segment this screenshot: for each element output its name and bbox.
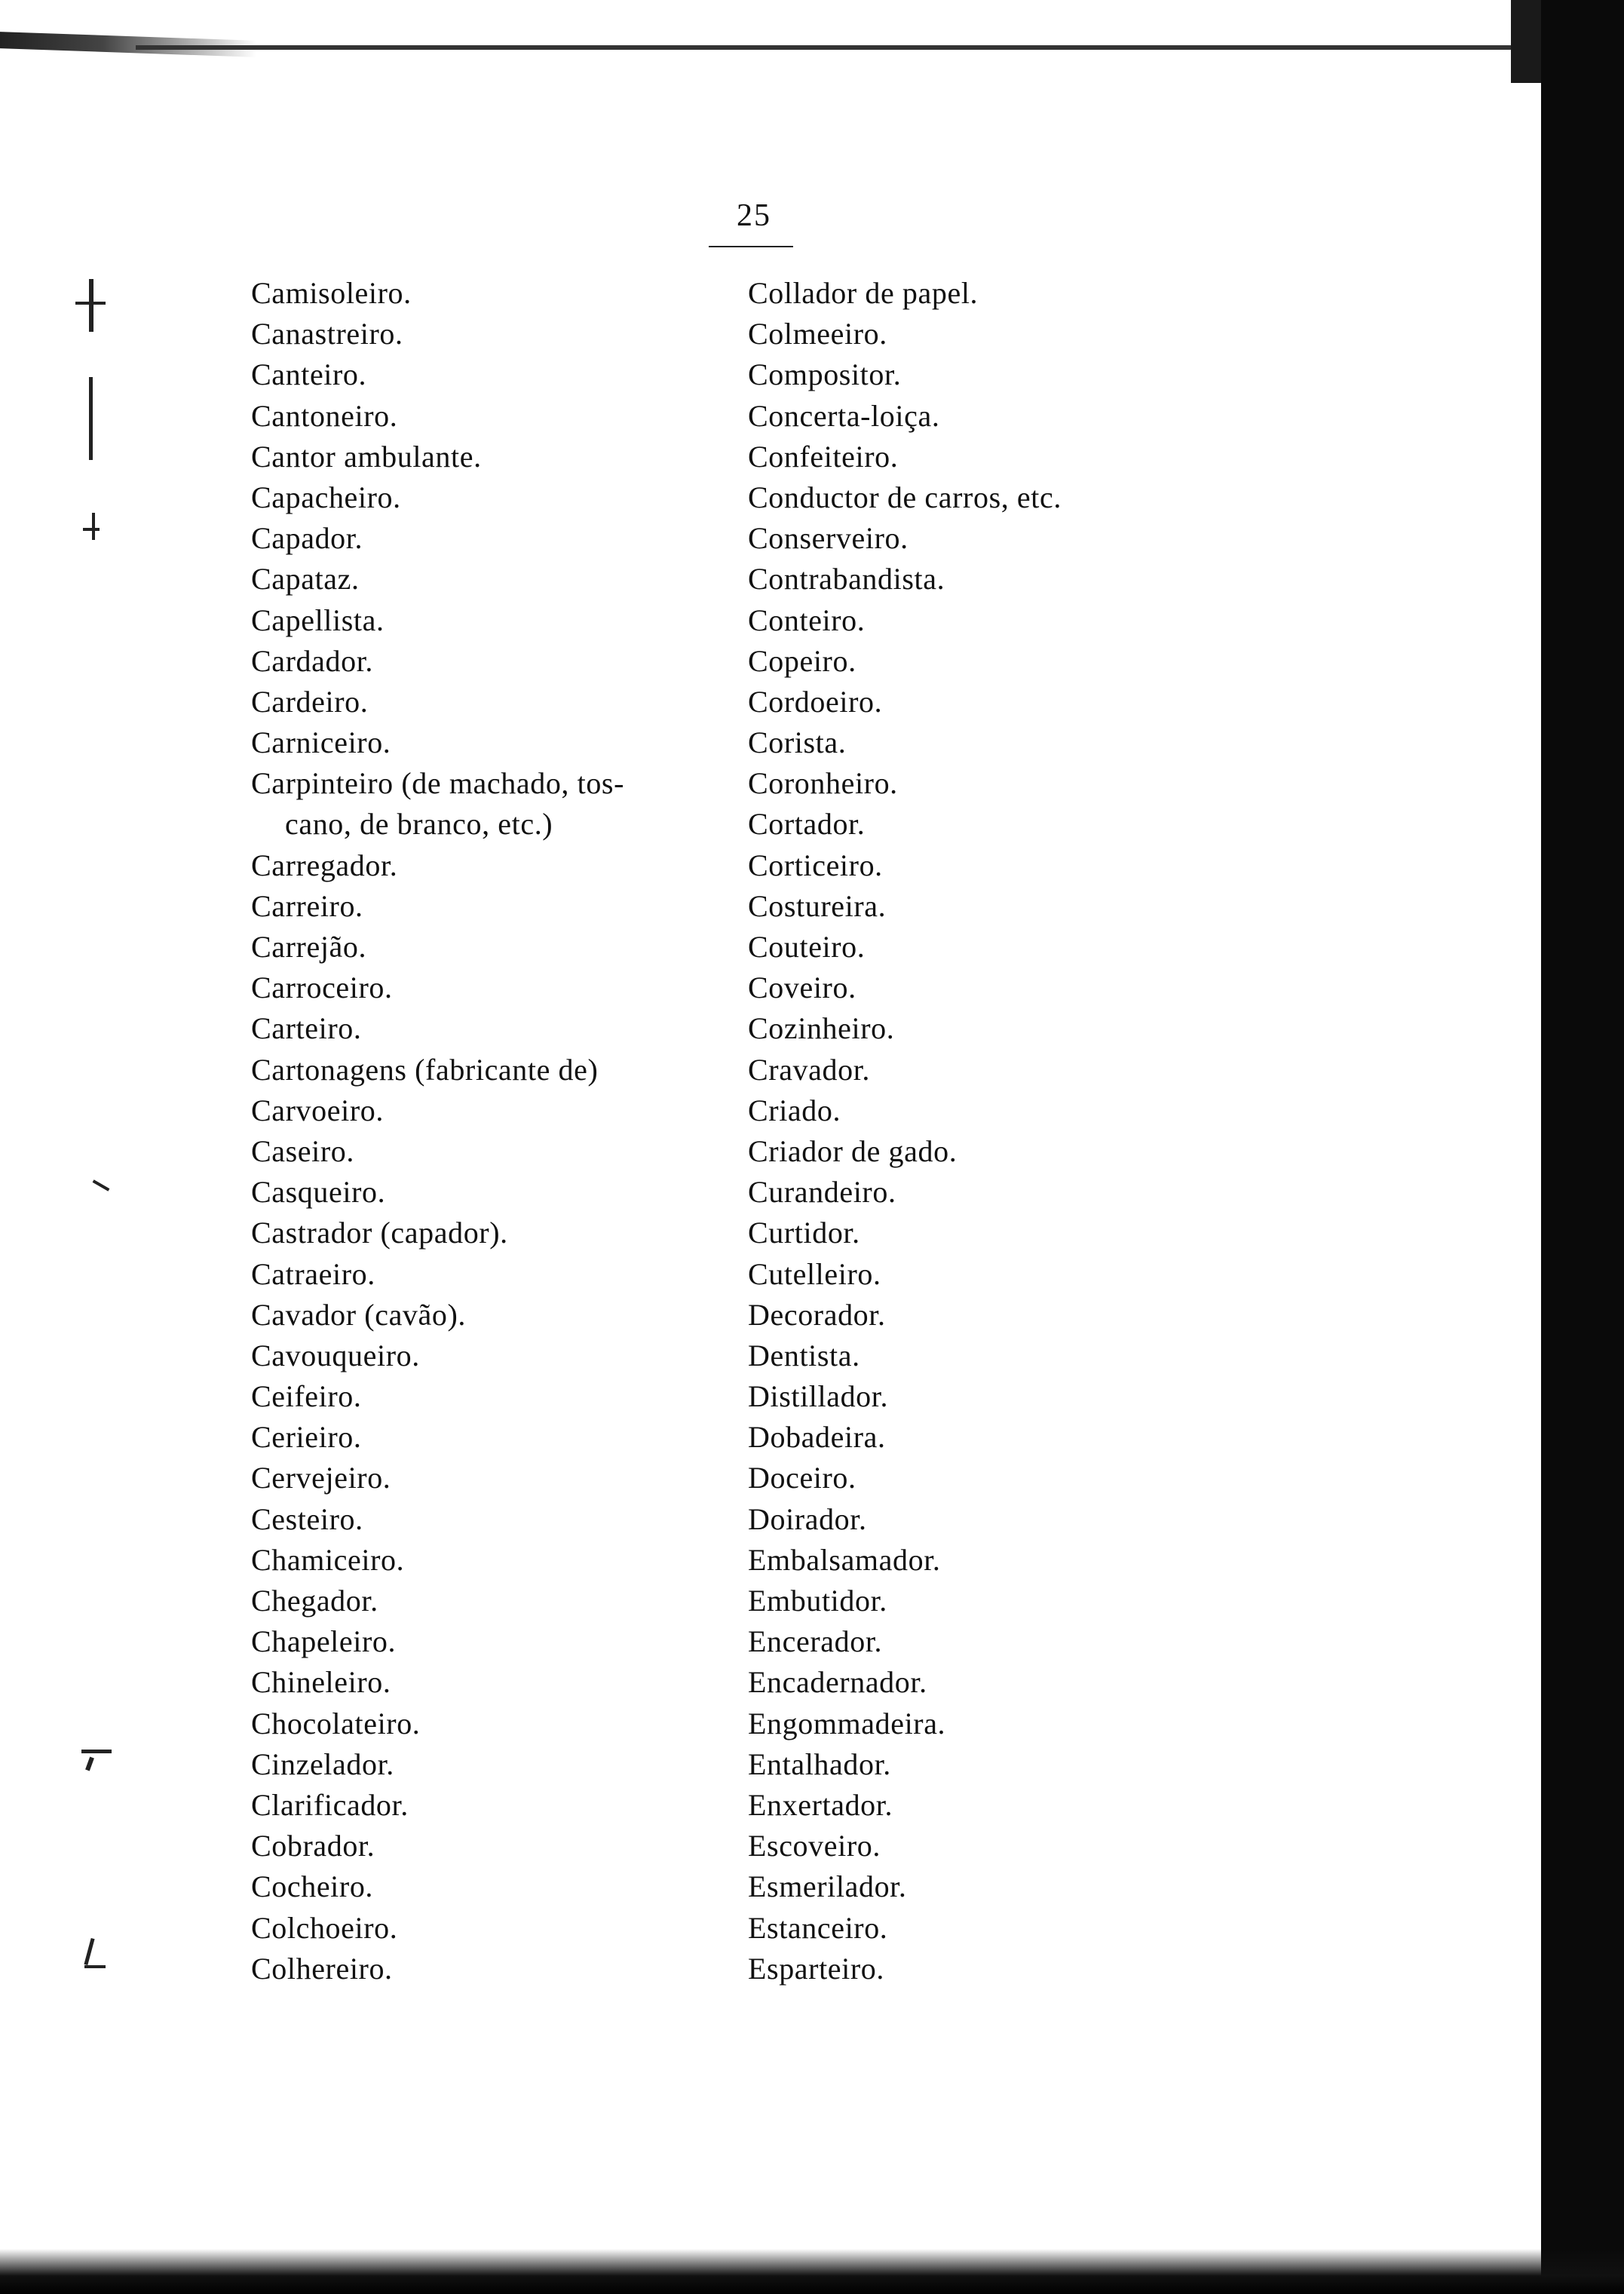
list-item: Cocheiro. bbox=[251, 1869, 374, 1904]
list-item: Cardeiro. bbox=[251, 684, 369, 719]
list-item: Confeiteiro. bbox=[748, 439, 899, 474]
binding-mark bbox=[81, 1750, 112, 1753]
list-item: Conductor de carros, etc. bbox=[748, 480, 1062, 514]
list-item: Estanceiro. bbox=[748, 1910, 888, 1945]
list-item: Enxertador. bbox=[748, 1787, 893, 1822]
list-item: Engommadeira. bbox=[748, 1706, 946, 1740]
list-item: Esmerilador. bbox=[748, 1869, 907, 1904]
list-item: Concerta-loiça. bbox=[748, 398, 940, 433]
list-item: Curtidor. bbox=[748, 1216, 860, 1250]
list-item: Corista. bbox=[748, 725, 847, 760]
left-column bbox=[251, 273, 734, 1989]
binding-mark bbox=[75, 302, 106, 305]
list-item: Collador de papel. bbox=[748, 276, 979, 310]
list-item: Coronheiro. bbox=[748, 766, 898, 801]
list-item: Corticeiro. bbox=[748, 848, 883, 882]
binding-mark bbox=[89, 377, 93, 460]
list-item: Camisoleiro. bbox=[251, 276, 412, 310]
binding-mark bbox=[84, 1938, 94, 1965]
list-item: Castrador (capador). bbox=[251, 1216, 508, 1250]
list-item: Conserveiro. bbox=[748, 521, 909, 556]
list-item: Cantoneiro. bbox=[251, 398, 398, 433]
list-item: Cartonagens (fabricante de) bbox=[251, 1052, 599, 1087]
binding-mark bbox=[92, 513, 95, 540]
list-item: Chegador. bbox=[251, 1584, 378, 1618]
page-number: 25 bbox=[737, 198, 771, 233]
scan-top-edge-line bbox=[136, 45, 1523, 50]
list-item: Cervejeiro. bbox=[251, 1461, 391, 1495]
list-item: cano, de branco, etc.) bbox=[285, 807, 553, 842]
list-item: Couteiro. bbox=[748, 930, 866, 964]
list-item: Ceifeiro. bbox=[251, 1379, 362, 1414]
list-item: Carreiro. bbox=[251, 888, 363, 923]
binding-mark bbox=[89, 279, 93, 332]
list-item: Chineleiro. bbox=[251, 1665, 391, 1700]
list-item: Criado. bbox=[748, 1093, 841, 1127]
list-item: Colchoeiro. bbox=[251, 1910, 398, 1945]
list-item: Carteiro. bbox=[251, 1011, 362, 1046]
list-item: Carregador. bbox=[251, 848, 398, 882]
list-item: Doceiro. bbox=[748, 1461, 856, 1495]
list-item: Capataz. bbox=[251, 562, 360, 597]
list-item: Chocolateiro. bbox=[251, 1706, 421, 1740]
list-item: Carroceiro. bbox=[251, 971, 393, 1005]
list-item: Curandeiro. bbox=[748, 1175, 896, 1210]
list-item: Doirador. bbox=[748, 1501, 867, 1536]
list-item: Escoveiro. bbox=[748, 1829, 881, 1863]
binding-mark bbox=[93, 1179, 110, 1191]
list-item: Encadernador. bbox=[748, 1665, 927, 1700]
scan-right-edge-shadow bbox=[1541, 0, 1624, 2294]
list-item: Coveiro. bbox=[748, 971, 856, 1005]
list-item: Carpinteiro (de machado, tos- bbox=[251, 766, 625, 801]
list-item: Dentista. bbox=[748, 1338, 860, 1372]
list-item: Carvoeiro. bbox=[251, 1093, 384, 1127]
list-item: Capacheiro. bbox=[251, 480, 401, 514]
list-item: Carniceiro. bbox=[251, 725, 391, 760]
right-column bbox=[748, 273, 1200, 1989]
list-item: Catraeiro. bbox=[251, 1256, 375, 1291]
list-item: Copeiro. bbox=[748, 643, 856, 678]
list-item: Conteiro. bbox=[748, 603, 866, 637]
list-item: Embalsamador. bbox=[748, 1542, 941, 1577]
list-item: Capellista. bbox=[251, 603, 385, 637]
list-item: Cesteiro. bbox=[251, 1501, 363, 1536]
list-item: Casqueiro. bbox=[251, 1175, 386, 1210]
list-item: Cardador. bbox=[251, 643, 374, 678]
list-item: Costureira. bbox=[748, 888, 887, 923]
binding-mark bbox=[85, 1757, 94, 1771]
scan-bottom-edge-shadow bbox=[0, 2249, 1624, 2294]
list-item: Canteiro. bbox=[251, 357, 367, 392]
list-item: Cutelleiro. bbox=[748, 1256, 881, 1291]
list-item: Distillador. bbox=[748, 1379, 889, 1414]
list-item: Entalhador. bbox=[748, 1747, 891, 1781]
binding-mark bbox=[84, 1965, 106, 1968]
list-item: Cobrador. bbox=[251, 1829, 375, 1863]
scan-top-margin bbox=[0, 0, 1624, 68]
list-item: Colhereiro. bbox=[251, 1951, 393, 1986]
list-item: Criador de gado. bbox=[748, 1133, 958, 1168]
list-item: Cravador. bbox=[748, 1052, 871, 1087]
list-item: Cavouqueiro. bbox=[251, 1338, 420, 1372]
list-item: Chapeleiro. bbox=[251, 1624, 397, 1659]
list-item: Encerador. bbox=[748, 1624, 883, 1659]
list-item: Compositor. bbox=[748, 357, 902, 392]
list-item: Chamiceiro. bbox=[251, 1542, 405, 1577]
list-item: Cantor ambulante. bbox=[251, 439, 482, 474]
list-item: Embutidor. bbox=[748, 1584, 887, 1618]
binding-mark bbox=[83, 528, 100, 531]
list-item: Cerieiro. bbox=[251, 1420, 362, 1455]
list-item: Colmeeiro. bbox=[748, 317, 887, 351]
list-item: Cortador. bbox=[748, 807, 866, 842]
list-item: Cinzelador. bbox=[251, 1747, 394, 1781]
list-item: Cozinheiro. bbox=[748, 1011, 895, 1046]
list-item: Contrabandista. bbox=[748, 562, 945, 597]
page-number-underline bbox=[709, 246, 793, 247]
list-item: Decorador. bbox=[748, 1297, 886, 1332]
list-item: Capador. bbox=[251, 521, 363, 556]
list-item: Caseiro. bbox=[251, 1133, 354, 1168]
list-item: Dobadeira. bbox=[748, 1420, 886, 1455]
list-item: Cordoeiro. bbox=[748, 684, 883, 719]
list-item: Canastreiro. bbox=[251, 317, 403, 351]
list-item: Esparteiro. bbox=[748, 1951, 884, 1986]
list-item: Clarificador. bbox=[251, 1787, 409, 1822]
list-item: Carrejão. bbox=[251, 930, 367, 964]
list-item: Cavador (cavão). bbox=[251, 1297, 467, 1332]
